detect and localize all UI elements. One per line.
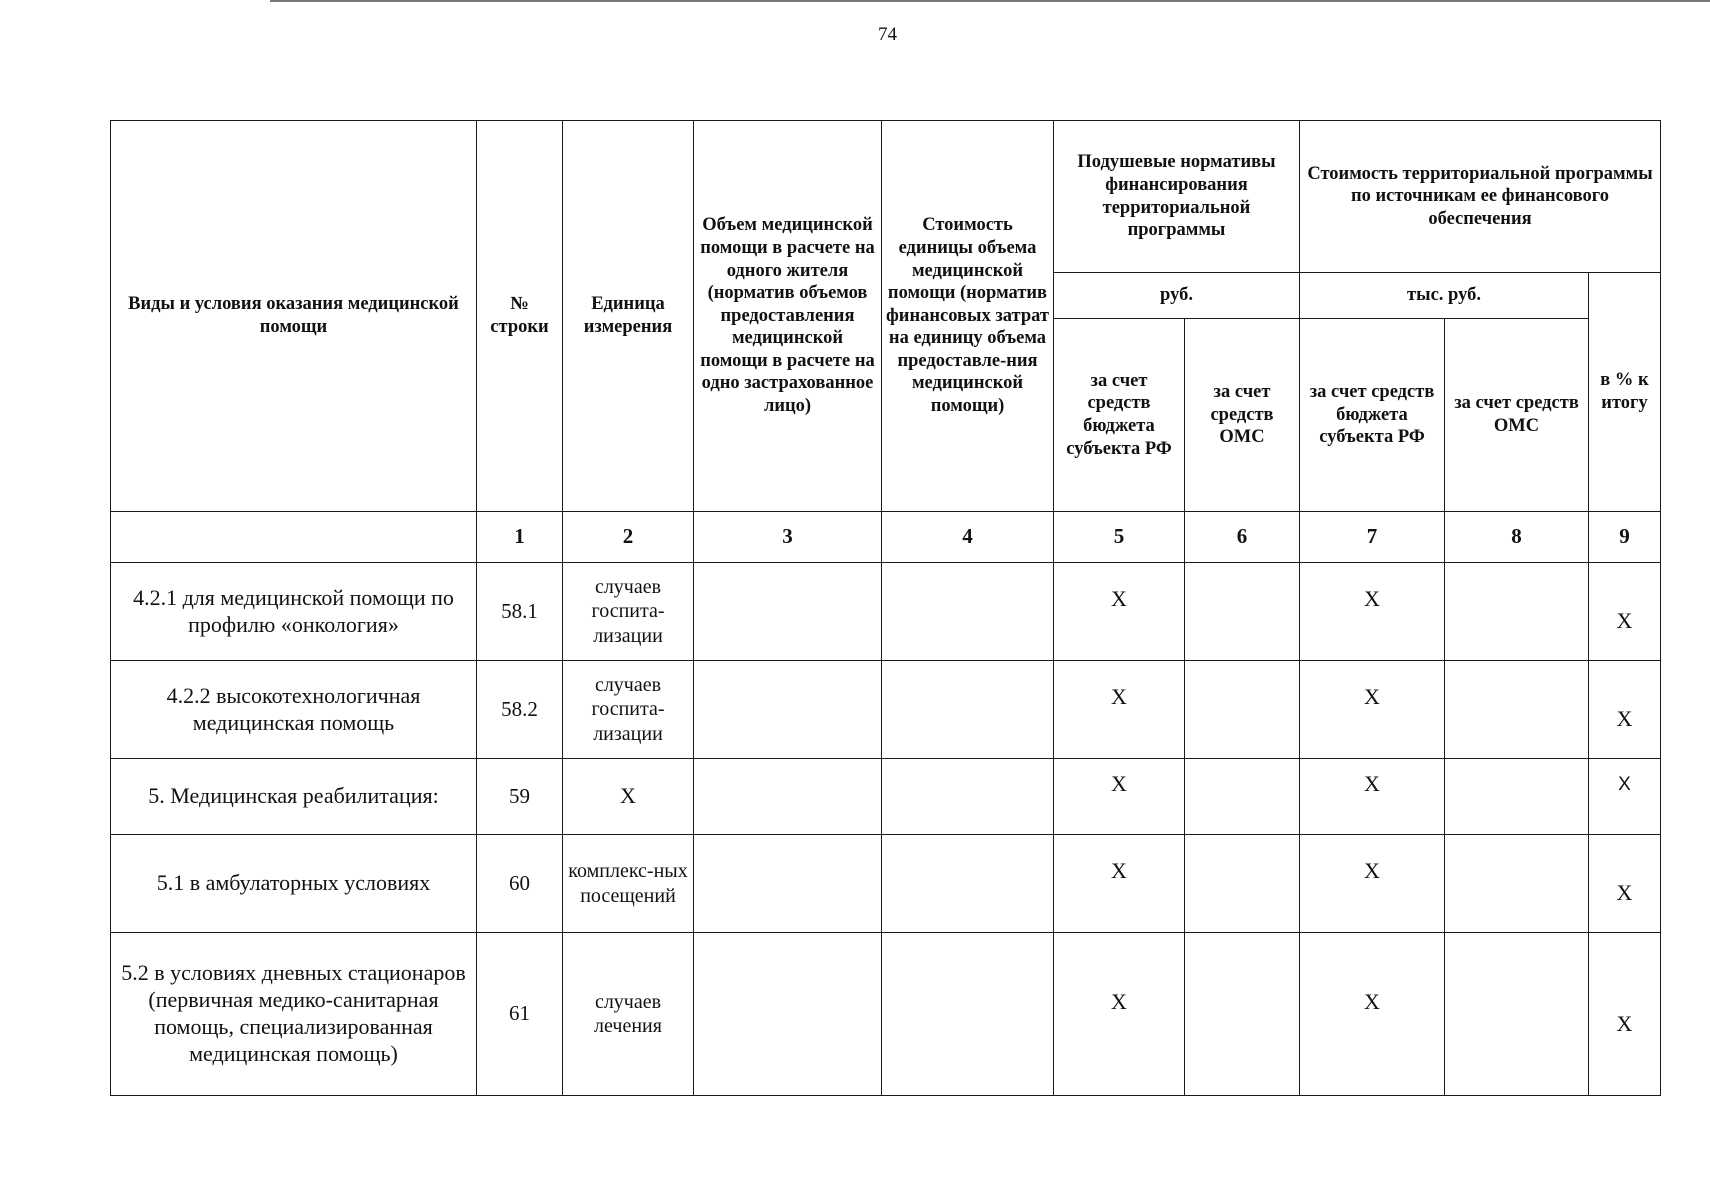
row-code: 60 bbox=[477, 835, 563, 933]
financing-table bbox=[110, 120, 1661, 1096]
row-oms-rub bbox=[1185, 661, 1300, 759]
col-num-6: 6 bbox=[1185, 512, 1300, 563]
table-row bbox=[111, 661, 1661, 759]
row-volume bbox=[694, 661, 882, 759]
row-cost bbox=[882, 835, 1054, 933]
col-num-4: 4 bbox=[882, 512, 1054, 563]
col-num-8: 8 bbox=[1445, 512, 1589, 563]
header-row-no: № строки bbox=[477, 121, 563, 512]
header-program-cost: Стоимость территориальной программы по источникам ее финансового обеспечения bbox=[1300, 121, 1661, 273]
row-budget-rub: X bbox=[1111, 586, 1127, 612]
header-oms-rub: за счет средств ОМС bbox=[1185, 319, 1300, 512]
top-edge-rule bbox=[270, 0, 1710, 2]
header-percent: в % к итогу bbox=[1589, 273, 1661, 512]
row-oms-thous bbox=[1445, 563, 1589, 661]
row-volume bbox=[694, 563, 882, 661]
row-cost bbox=[882, 661, 1054, 759]
header-thous-rub: тыс. руб. bbox=[1300, 273, 1589, 319]
row-code: 59 bbox=[477, 759, 563, 835]
row-cost bbox=[882, 759, 1054, 835]
row-cost bbox=[882, 933, 1054, 1096]
header-per-capita: Подушевые нормативы финансирования территориальной программы bbox=[1054, 121, 1300, 273]
row-budget-thous: X bbox=[1364, 858, 1380, 884]
row-unit: случаев госпита-лизации bbox=[563, 563, 694, 661]
row-name: 5. Медицинская реабилитация: bbox=[111, 759, 477, 835]
page-number: 74 bbox=[878, 24, 897, 45]
row-name: 5.2 в условиях дневных стационаров (первичная медико-санитарная помощь, специализированная медицинская помощь) bbox=[111, 933, 477, 1096]
col-num-1: 1 bbox=[477, 512, 563, 563]
row-name: 5.1 в амбулаторных условиях bbox=[111, 835, 477, 933]
column-number-row bbox=[111, 512, 1661, 563]
header-unit: Единица измерения bbox=[563, 121, 694, 512]
row-unit: случаев госпита-лизации bbox=[563, 661, 694, 759]
row-volume bbox=[694, 759, 882, 835]
row-unit: комплекс-ных посещений bbox=[563, 835, 694, 933]
row-percent: X bbox=[1618, 773, 1631, 795]
header-budget-rf-rub: за счет средств бюджета субъекта РФ bbox=[1054, 319, 1185, 512]
row-volume bbox=[694, 835, 882, 933]
table-row bbox=[111, 933, 1661, 1096]
header-kind: Виды и условия оказания медицинской помощи bbox=[111, 121, 477, 512]
row-budget-rub: X bbox=[1111, 858, 1127, 884]
row-code: 58.2 bbox=[477, 661, 563, 759]
row-unit: X bbox=[563, 759, 694, 835]
row-oms-rub bbox=[1185, 933, 1300, 1096]
row-unit: случаев лечения bbox=[563, 933, 694, 1096]
row-oms-rub bbox=[1185, 563, 1300, 661]
col-num-7: 7 bbox=[1300, 512, 1445, 563]
row-budget-thous: X bbox=[1364, 684, 1380, 710]
row-name: 4.2.2 высокотехнологичная медицинская помощь bbox=[111, 661, 477, 759]
header-budget-rf-thous: за счет средств бюджета субъекта РФ bbox=[1300, 319, 1445, 512]
row-oms-thous bbox=[1445, 835, 1589, 933]
row-volume bbox=[694, 933, 882, 1096]
header-rub: руб. bbox=[1054, 273, 1300, 319]
row-budget-thous: X bbox=[1364, 771, 1380, 797]
row-percent: X bbox=[1616, 608, 1633, 634]
header-oms-thous: за счет средств ОМС bbox=[1445, 319, 1589, 512]
row-budget-rub: X bbox=[1111, 684, 1127, 710]
row-percent: X bbox=[1616, 706, 1633, 732]
row-budget-thous: X bbox=[1364, 586, 1380, 612]
row-budget-rub: X bbox=[1111, 988, 1127, 1014]
row-code: 58.1 bbox=[477, 563, 563, 661]
row-percent: X bbox=[1616, 880, 1633, 906]
row-oms-thous bbox=[1445, 661, 1589, 759]
col-num-0 bbox=[111, 512, 477, 563]
header-cost: Стоимость единицы объема медицинской помощи (норматив финансовых затрат на единицу объема предоставле-ния медицинской помощи) bbox=[882, 121, 1054, 512]
row-name: 4.2.1 для медицинской помощи по профилю «онкология» bbox=[111, 563, 477, 661]
row-oms-rub bbox=[1185, 759, 1300, 835]
row-oms-thous bbox=[1445, 933, 1589, 1096]
table-row bbox=[111, 759, 1661, 835]
row-oms-thous bbox=[1445, 759, 1589, 835]
row-code: 61 bbox=[477, 933, 563, 1096]
table-row bbox=[111, 835, 1661, 933]
row-cost bbox=[882, 563, 1054, 661]
header-row-top bbox=[111, 121, 1661, 273]
row-budget-thous: X bbox=[1364, 988, 1380, 1014]
col-num-5: 5 bbox=[1054, 512, 1185, 563]
header-volume: Объем медицинской помощи в расчете на одного жителя (норматив объемов предоставления медицинской помощи в расчете на одно застрахованное лицо) bbox=[694, 121, 882, 512]
table-row bbox=[111, 563, 1661, 661]
col-num-9: 9 bbox=[1589, 512, 1661, 563]
row-percent: X bbox=[1616, 1010, 1633, 1036]
col-num-2: 2 bbox=[563, 512, 694, 563]
row-oms-rub bbox=[1185, 835, 1300, 933]
row-budget-rub: X bbox=[1111, 771, 1127, 797]
col-num-3: 3 bbox=[694, 512, 882, 563]
